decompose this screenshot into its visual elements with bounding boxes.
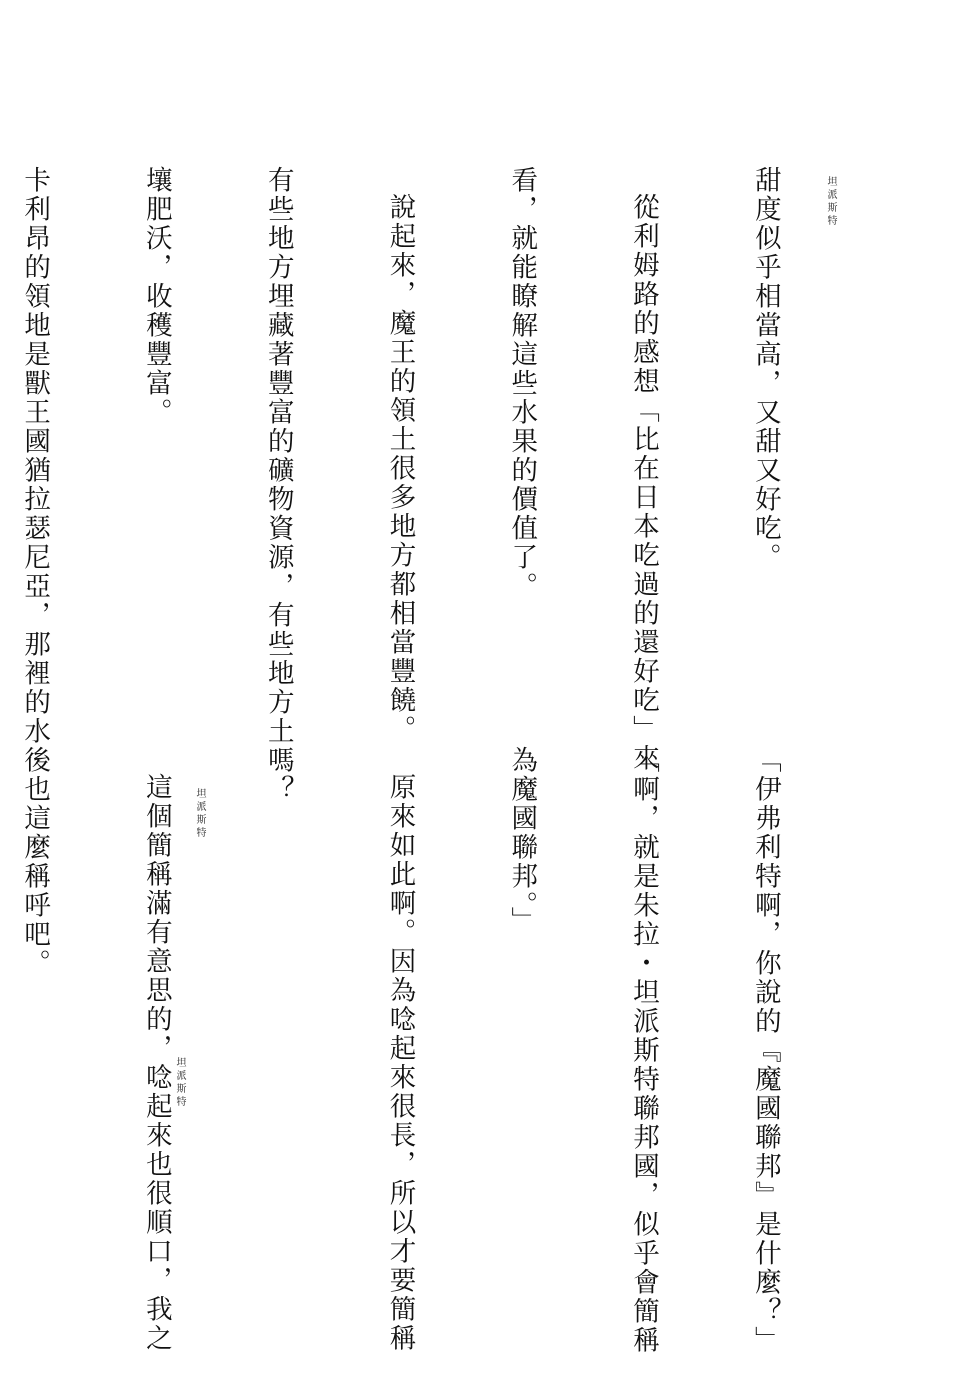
furigana-annotation: 坦派斯特 [825, 176, 836, 228]
dialogue-line: 為魔國聯邦。」 [506, 746, 538, 936]
text-line: 甜度似乎相當高，又甜又好吃。 [749, 166, 781, 572]
dialogue-line: 「伊弗利特啊，你說的『魔國聯邦』是什麼？」 [749, 746, 781, 1355]
text-line: 壤肥沃，收穫豐富。 [140, 166, 172, 427]
dialogue-line: 「啊，就是朱拉・坦派斯特聯邦國，似乎會簡稱 [628, 746, 660, 1355]
text-line: 嗎？ [262, 746, 294, 804]
text-line: 原來如此啊。因為唸起來很長，所以才要簡稱 [384, 772, 416, 1353]
top-text-block [19, 166, 866, 773]
text-line: 從利姆路的感想「比在日本吃過的還好吃」來 [628, 192, 660, 773]
text-line: 有些地方埋藏著豐富的礦物資源，有些地方土 [262, 166, 294, 746]
text-line: 這個簡稱滿有意思的，唸起來也很順口，我之 [140, 772, 172, 1353]
furigana-annotation: 坦派斯特 [194, 788, 205, 840]
furigana-annotation: 坦派斯特 [174, 1057, 185, 1109]
text-line: 後也這麼稱呼吧。 [19, 746, 51, 978]
text-line: 卡利昂的領地是獸王國猶拉瑟尼亞，那裡的水 [19, 166, 51, 746]
text-line: 說起來，魔王的領土很多地方都相當豐饒。 [384, 192, 416, 744]
text-line: 看，就能瞭解這些水果的價值了。 [506, 166, 538, 601]
bottom-text-block [19, 746, 866, 1355]
